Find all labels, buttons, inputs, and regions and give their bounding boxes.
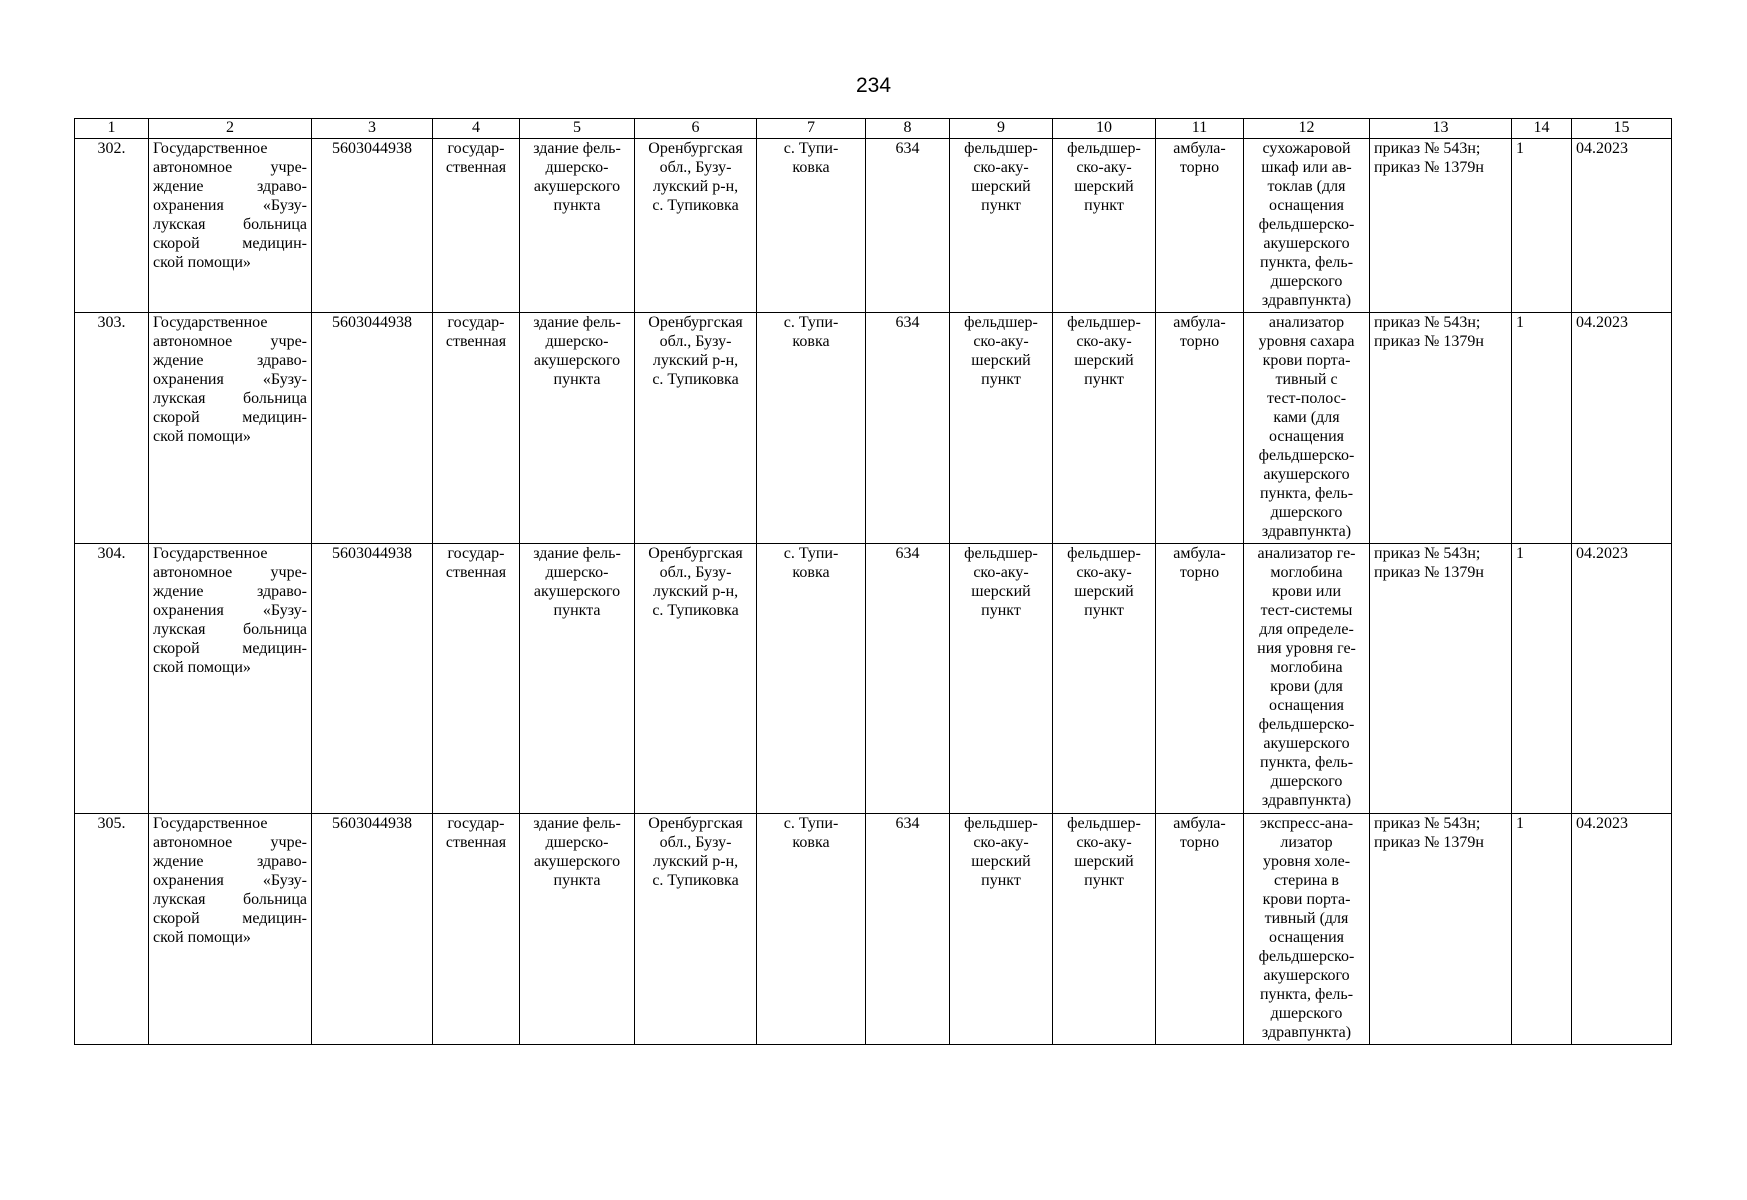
- ownership-form-line: государ-: [447, 140, 505, 157]
- inn-line: 5603044938: [332, 815, 412, 832]
- unit-type-line: ско-аку-: [973, 834, 1029, 851]
- unit-name-line: шерский: [1074, 583, 1134, 600]
- cell-row-number: 302.: [75, 139, 149, 313]
- address-line: лукский р-н,: [652, 853, 739, 870]
- date-line: 04.2023: [1576, 815, 1628, 832]
- table-body: [75, 139, 1672, 1045]
- equipment-line: оснащения: [1268, 697, 1345, 714]
- address-line: Оренбургская: [648, 314, 743, 331]
- equipment-line: крови порта-: [1262, 352, 1351, 369]
- cell-equipment: [1244, 544, 1370, 814]
- building-type-line: здание фель-: [533, 815, 621, 832]
- cell-unit-name: [1053, 313, 1156, 544]
- settlement-line: с. Тупи-: [783, 140, 839, 157]
- equipment-line: пункта, фель-: [1259, 986, 1354, 1003]
- building-type-line: пункта: [553, 371, 601, 388]
- equipment-line: для определе-: [1259, 621, 1354, 638]
- unit-type-line: ско-аку-: [973, 564, 1029, 581]
- address-line: Оренбургская: [648, 140, 743, 157]
- cell-row-number: 304.: [75, 544, 149, 814]
- equipment-line: тивный с: [1275, 371, 1338, 388]
- equipment-line: фельдшерско-: [1258, 447, 1355, 464]
- cell-organization-name: [149, 139, 312, 313]
- address-line: обл., Бузу-: [659, 159, 732, 176]
- header-row: [75, 119, 1672, 139]
- equipment-line: дшерского: [1270, 1005, 1343, 1022]
- address-line: обл., Бузу-: [659, 333, 732, 350]
- equipment-line: фельдшерско-: [1258, 216, 1355, 233]
- column-header-3: 3: [312, 119, 433, 139]
- organization-name-line: ждение здраво-: [153, 583, 307, 600]
- cell-ownership-form: [433, 313, 520, 544]
- equipment-line: анализатор: [1268, 314, 1345, 331]
- cell-date: [1572, 139, 1672, 313]
- organization-name-line: автономное учре-: [153, 564, 307, 581]
- cell-settlement: [757, 139, 866, 313]
- table-row: [75, 814, 1672, 1045]
- cell-equipment: [1244, 139, 1370, 313]
- cell-quantity: [1512, 139, 1572, 313]
- cell-organization-name: [149, 313, 312, 544]
- address-line: обл., Бузу-: [659, 834, 732, 851]
- organization-name-line: Государственное: [153, 140, 268, 157]
- organization-name-line: лукская больница: [153, 891, 307, 908]
- equipment-line: дшерского: [1270, 504, 1343, 521]
- care-conditions-line: амбула-: [1173, 815, 1226, 832]
- cell-unit-type: [950, 814, 1053, 1045]
- equipment-line: акушерского: [1263, 235, 1350, 252]
- cell-order-references: [1370, 814, 1512, 1045]
- unit-name-line: фельдшер-: [1067, 545, 1141, 562]
- cell-address: [635, 814, 757, 1045]
- cell-date: [1572, 814, 1672, 1045]
- ownership-form-line: ственная: [445, 333, 507, 350]
- unit-name-line: шерский: [1074, 178, 1134, 195]
- code-line: 634: [895, 314, 920, 331]
- unit-type-line: шерский: [971, 583, 1031, 600]
- cell-code: [866, 313, 950, 544]
- address-line: лукский р-н,: [652, 178, 739, 195]
- date-line: 04.2023: [1576, 314, 1628, 331]
- cell-address: [635, 139, 757, 313]
- building-type-line: пункта: [553, 872, 601, 889]
- order-references-line: приказ № 543н;: [1374, 815, 1481, 832]
- equipment-line: экспресс-ана-: [1259, 815, 1354, 832]
- equipment-line: анализатор ге-: [1257, 545, 1356, 562]
- cell-inn: [312, 544, 433, 814]
- equipment-line: фельдшерско-: [1258, 716, 1355, 733]
- equipment-line: ками (для: [1273, 409, 1340, 426]
- code-line: 634: [895, 140, 920, 157]
- organization-name-line: ждение здраво-: [153, 352, 307, 369]
- care-conditions-line: амбула-: [1173, 140, 1226, 157]
- unit-type-line: пункт: [981, 371, 1021, 388]
- equipment-line: акушерского: [1263, 967, 1350, 984]
- unit-name-line: фельдшер-: [1067, 140, 1141, 157]
- unit-type-line: шерский: [971, 853, 1031, 870]
- column-header-13: 13: [1370, 119, 1512, 139]
- equipment-line: сухожаровой: [1262, 140, 1351, 157]
- unit-name-line: пункт: [1084, 197, 1124, 214]
- order-references-line: приказ № 543н;: [1374, 314, 1481, 331]
- unit-name-line: ско-аку-: [1076, 159, 1132, 176]
- settlement-line: с. Тупи-: [783, 314, 839, 331]
- organization-name-line: лукская больница: [153, 216, 307, 233]
- cell-code: [866, 139, 950, 313]
- order-references-line: приказ № 543н;: [1374, 140, 1481, 157]
- equipment-line: здравпункта): [1261, 292, 1352, 309]
- column-header-12: 12: [1244, 119, 1370, 139]
- unit-type-line: ско-аку-: [973, 333, 1029, 350]
- settlement-line: с. Тупи-: [783, 545, 839, 562]
- cell-settlement: [757, 544, 866, 814]
- equipment-line: пункта, фель-: [1259, 754, 1354, 771]
- cell-ownership-form: [433, 139, 520, 313]
- building-type-line: акушерского: [533, 352, 621, 369]
- cell-unit-name: [1053, 139, 1156, 313]
- column-header-14: 14: [1512, 119, 1572, 139]
- settlement-line: ковка: [792, 834, 830, 851]
- cell-quantity: [1512, 814, 1572, 1045]
- cell-unit-type: [950, 139, 1053, 313]
- date-line: 04.2023: [1576, 545, 1628, 562]
- unit-type-line: пункт: [981, 872, 1021, 889]
- cell-unit-name: [1053, 544, 1156, 814]
- unit-name-line: фельдшер-: [1067, 815, 1141, 832]
- equipment-line: акушерского: [1263, 466, 1350, 483]
- organization-name-line: Государственное: [153, 314, 268, 331]
- organization-name-line: охранения «Бузу-: [153, 872, 307, 889]
- building-type-line: акушерского: [533, 853, 621, 870]
- equipment-line: тест-системы: [1260, 602, 1353, 619]
- cell-inn: [312, 313, 433, 544]
- equipment-line: крови или: [1272, 583, 1341, 600]
- cell-care-conditions: [1156, 544, 1244, 814]
- cell-equipment: [1244, 814, 1370, 1045]
- equipment-line: здравпункта): [1261, 523, 1352, 540]
- building-type-line: здание фель-: [533, 140, 621, 157]
- unit-name-line: пункт: [1084, 602, 1124, 619]
- inn-line: 5603044938: [332, 545, 412, 562]
- equipment-line: моглобина: [1270, 659, 1343, 676]
- organization-name-line: скорой медицин-: [153, 910, 307, 927]
- address-line: лукский р-н,: [652, 583, 739, 600]
- ownership-form-line: государ-: [447, 545, 505, 562]
- cell-organization-name: [149, 814, 312, 1045]
- cell-code: [866, 544, 950, 814]
- organization-name-line: ждение здраво-: [153, 178, 307, 195]
- cell-quantity: [1512, 544, 1572, 814]
- building-type-line: здание фель-: [533, 545, 621, 562]
- organization-name-line: ской помощи»: [153, 659, 251, 676]
- organization-name-line: охранения «Бузу-: [153, 197, 307, 214]
- settlement-line: ковка: [792, 159, 830, 176]
- address-line: лукский р-н,: [652, 352, 739, 369]
- building-type-line: дшерско-: [545, 333, 609, 350]
- cell-ownership-form: [433, 544, 520, 814]
- unit-type-line: фельдшер-: [964, 314, 1038, 331]
- order-references-line: приказ № 1379н: [1374, 159, 1484, 176]
- cell-settlement: [757, 814, 866, 1045]
- organization-name-line: скорой медицин-: [153, 235, 307, 252]
- equipment-line: лизатор: [1280, 834, 1333, 851]
- building-type-line: акушерского: [533, 583, 621, 600]
- organization-name-line: Государственное: [153, 815, 268, 832]
- care-conditions-line: амбула-: [1173, 314, 1226, 331]
- settlement-line: ковка: [792, 564, 830, 581]
- column-header-4: 4: [433, 119, 520, 139]
- cell-care-conditions: [1156, 139, 1244, 313]
- column-header-7: 7: [757, 119, 866, 139]
- column-header-10: 10: [1053, 119, 1156, 139]
- settlement-line: ковка: [792, 333, 830, 350]
- column-header-6: 6: [635, 119, 757, 139]
- address-line: обл., Бузу-: [659, 564, 732, 581]
- unit-type-line: фельдшер-: [964, 815, 1038, 832]
- organization-name-line: скорой медицин-: [153, 409, 307, 426]
- organization-name-line: охранения «Бузу-: [153, 602, 307, 619]
- equipment-line: крови (для: [1270, 678, 1343, 695]
- cell-equipment: [1244, 313, 1370, 544]
- inn-line: 5603044938: [332, 314, 412, 331]
- organization-name-line: автономное учре-: [153, 159, 307, 176]
- date-line: 04.2023: [1576, 140, 1628, 157]
- organization-name-line: ской помощи»: [153, 254, 251, 271]
- organization-name-line: ской помощи»: [153, 929, 251, 946]
- cell-order-references: [1370, 544, 1512, 814]
- code-line: 634: [895, 545, 920, 562]
- quantity-line: 1: [1516, 140, 1524, 157]
- organization-name-line: Государственное: [153, 545, 268, 562]
- unit-name-line: пункт: [1084, 872, 1124, 889]
- address-line: с. Тупиковка: [652, 371, 739, 388]
- address-line: с. Тупиковка: [652, 197, 739, 214]
- cell-order-references: [1370, 313, 1512, 544]
- equipment-line: пункта, фель-: [1259, 254, 1354, 271]
- inn-line: 5603044938: [332, 140, 412, 157]
- care-conditions-line: торно: [1179, 333, 1220, 350]
- organization-name-line: лукская больница: [153, 390, 307, 407]
- cell-row-number: 303.: [75, 313, 149, 544]
- cell-date: [1572, 313, 1672, 544]
- cell-code: [866, 814, 950, 1045]
- building-type-line: акушерского: [533, 178, 621, 195]
- unit-name-line: ско-аку-: [1076, 834, 1132, 851]
- unit-type-line: фельдшер-: [964, 140, 1038, 157]
- cell-address: [635, 313, 757, 544]
- cell-row-number: 305.: [75, 814, 149, 1045]
- quantity-line: 1: [1516, 314, 1524, 331]
- cell-settlement: [757, 313, 866, 544]
- column-header-8: 8: [866, 119, 950, 139]
- cell-date: [1572, 544, 1672, 814]
- code-line: 634: [895, 815, 920, 832]
- unit-type-line: шерский: [971, 352, 1031, 369]
- order-references-line: приказ № 1379н: [1374, 834, 1484, 851]
- table-row: [75, 544, 1672, 814]
- care-conditions-line: торно: [1179, 159, 1220, 176]
- equipment-line: ния уровня ге-: [1257, 640, 1356, 657]
- ownership-form-line: государ-: [447, 314, 505, 331]
- order-references-line: приказ № 1379н: [1374, 333, 1484, 350]
- unit-name-line: пункт: [1084, 371, 1124, 388]
- cell-inn: [312, 139, 433, 313]
- address-line: с. Тупиковка: [652, 872, 739, 889]
- equipment-line: фельдшерско-: [1258, 948, 1355, 965]
- building-type-line: здание фель-: [533, 314, 621, 331]
- column-header-1: 1: [75, 119, 149, 139]
- cell-organization-name: [149, 544, 312, 814]
- organization-name-line: охранения «Бузу-: [153, 371, 307, 388]
- table-row: [75, 313, 1672, 544]
- column-header-15: 15: [1572, 119, 1672, 139]
- cell-ownership-form: [433, 814, 520, 1045]
- cell-order-references: [1370, 139, 1512, 313]
- care-conditions-line: амбула-: [1173, 545, 1226, 562]
- organization-name-line: ской помощи»: [153, 428, 251, 445]
- equipment-line: оснащения: [1268, 428, 1345, 445]
- organization-name-line: автономное учре-: [153, 333, 307, 350]
- equipment-line: дшерского: [1270, 273, 1343, 290]
- equipment-line: моглобина: [1270, 564, 1343, 581]
- column-header-5: 5: [520, 119, 635, 139]
- cell-unit-type: [950, 544, 1053, 814]
- equipment-line: шкаф или ав-: [1261, 159, 1352, 176]
- cell-care-conditions: [1156, 313, 1244, 544]
- address-line: Оренбургская: [648, 545, 743, 562]
- ownership-form-line: ственная: [445, 834, 507, 851]
- unit-type-line: шерский: [971, 178, 1031, 195]
- unit-type-line: пункт: [981, 602, 1021, 619]
- quantity-line: 1: [1516, 545, 1524, 562]
- cell-building-type: [520, 313, 635, 544]
- cell-quantity: [1512, 313, 1572, 544]
- table-row: [75, 139, 1672, 313]
- equipment-line: здравпункта): [1261, 792, 1352, 809]
- organization-name-line: автономное учре-: [153, 834, 307, 851]
- cell-inn: [312, 814, 433, 1045]
- building-type-line: дшерско-: [545, 159, 609, 176]
- column-header-11: 11: [1156, 119, 1244, 139]
- equipment-line: тивный (для: [1264, 910, 1349, 927]
- cell-building-type: [520, 814, 635, 1045]
- ownership-form-line: ственная: [445, 159, 507, 176]
- cell-unit-name: [1053, 814, 1156, 1045]
- cell-unit-type: [950, 313, 1053, 544]
- unit-type-line: фельдшер-: [964, 545, 1038, 562]
- cell-building-type: [520, 139, 635, 313]
- equipment-line: стерина в: [1274, 872, 1339, 889]
- unit-type-line: ско-аку-: [973, 159, 1029, 176]
- ownership-form-line: государ-: [447, 815, 505, 832]
- address-line: Оренбургская: [648, 815, 743, 832]
- equipment-line: уровня сахара: [1258, 333, 1355, 350]
- unit-name-line: шерский: [1074, 853, 1134, 870]
- registry-table: [74, 118, 1672, 1045]
- cell-care-conditions: [1156, 814, 1244, 1045]
- unit-name-line: ско-аку-: [1076, 333, 1132, 350]
- building-type-line: пункта: [553, 197, 601, 214]
- address-line: с. Тупиковка: [652, 602, 739, 619]
- unit-type-line: пункт: [981, 197, 1021, 214]
- equipment-line: оснащения: [1268, 929, 1345, 946]
- unit-name-line: ско-аку-: [1076, 564, 1132, 581]
- equipment-line: здравпункта): [1261, 1024, 1352, 1041]
- organization-name-line: ждение здраво-: [153, 853, 307, 870]
- building-type-line: пункта: [553, 602, 601, 619]
- equipment-line: крови порта-: [1262, 891, 1351, 908]
- organization-name-line: лукская больница: [153, 621, 307, 638]
- cell-address: [635, 544, 757, 814]
- equipment-line: тест-полос-: [1266, 390, 1347, 407]
- equipment-line: пункта, фель-: [1259, 485, 1354, 502]
- equipment-line: уровня холе-: [1262, 853, 1351, 870]
- quantity-line: 1: [1516, 815, 1524, 832]
- order-references-line: приказ № 543н;: [1374, 545, 1481, 562]
- organization-name-line: скорой медицин-: [153, 640, 307, 657]
- equipment-line: акушерского: [1263, 735, 1350, 752]
- cell-building-type: [520, 544, 635, 814]
- equipment-line: токлав (для: [1267, 178, 1346, 195]
- building-type-line: дшерско-: [545, 834, 609, 851]
- care-conditions-line: торно: [1179, 564, 1220, 581]
- column-header-9: 9: [950, 119, 1053, 139]
- care-conditions-line: торно: [1179, 834, 1220, 851]
- order-references-line: приказ № 1379н: [1374, 564, 1484, 581]
- building-type-line: дшерско-: [545, 564, 609, 581]
- equipment-line: дшерского: [1270, 773, 1343, 790]
- column-header-2: 2: [149, 119, 312, 139]
- page-number: 234: [855, 74, 892, 97]
- equipment-line: оснащения: [1268, 197, 1345, 214]
- unit-name-line: шерский: [1074, 352, 1134, 369]
- ownership-form-line: ственная: [445, 564, 507, 581]
- unit-name-line: фельдшер-: [1067, 314, 1141, 331]
- settlement-line: с. Тупи-: [783, 815, 839, 832]
